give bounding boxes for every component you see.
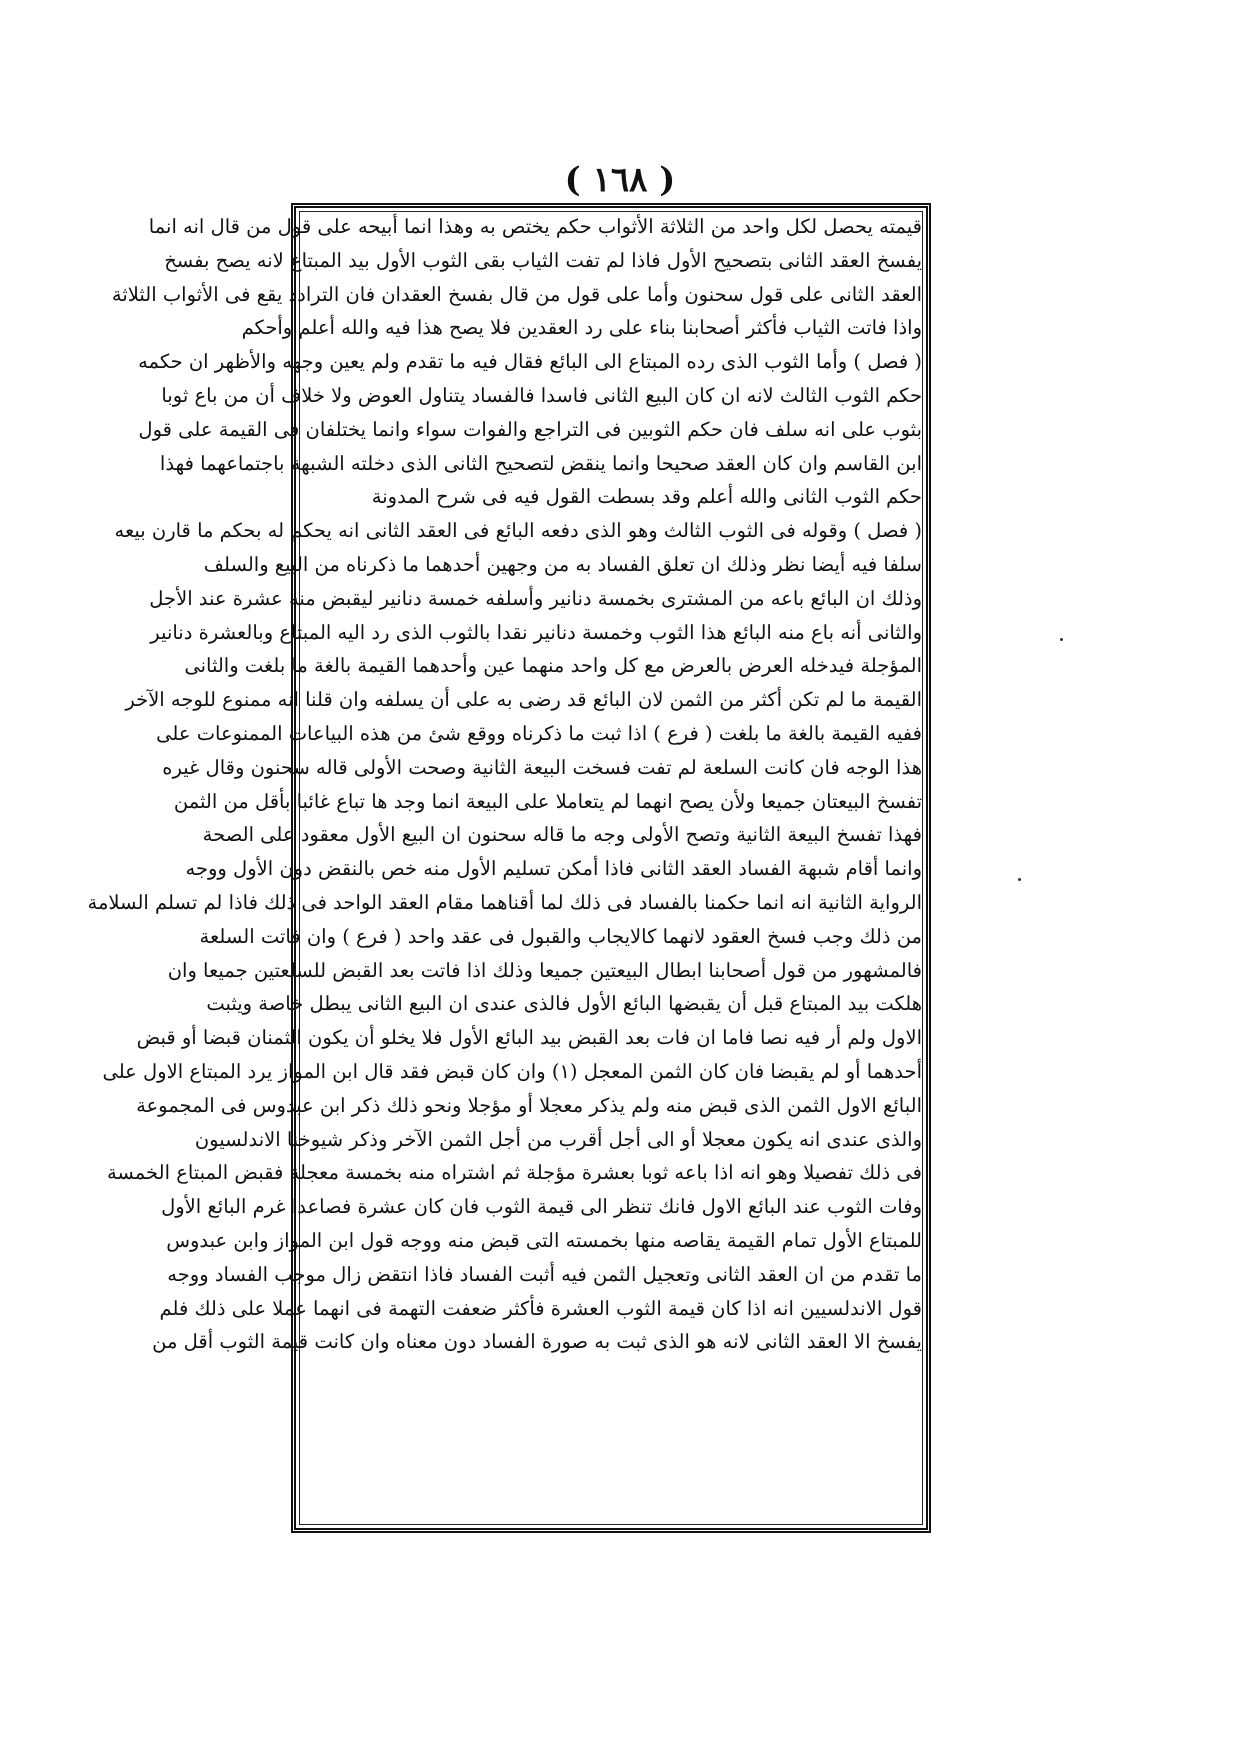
text-line-22: من ذلك وجب فسخ العقود لانهما كالايجاب والقبول فى عقد واحد ( فرع ) وان فاتت السلعة [199, 924, 922, 948]
text-line-8: ابن القاسم وان كان العقد صحيحا وانما ينقض لتصحيح الثانى الذى دخلته الشبهة باجتماعهما فهذا [159, 451, 922, 475]
text-line-3: العقد الثانى على قول سحنون وأما على قول من قال بفسخ العقدان فان الترادد يقع فى الأثواب الثلاثة [111, 282, 922, 306]
scan-speck [1060, 638, 1063, 641]
text-line-21: الرواية الثانية انه انما حكمنا بالفساد فى ذلك لما أقناهما مقام العقد الواحد فى ذلك فاذا لم تسلم السلامة [87, 890, 922, 914]
text-line-28: والذى عندى انه يكون معجلا أو الى أجل أقرب من أجل الثمن الآخر وذكر شيوخنا الاندلسيون [194, 1127, 922, 1151]
text-line-16: ففيه القيمة بالغة ما بلغت ( فرع ) اذا ثبت ما ذكرناه ووقع شئ من هذه البياعات الممنوعات على [156, 721, 922, 745]
text-line-1: قيمته يحصل لكل واحد من الثلاثة الأثواب حكم يختص به وهذا انما أبيحه على قول من قال انه انما [148, 215, 922, 238]
text-line-13: والثانى أنه باع منه البائع هذا الثوب وخمسة دنانير نقدا بالثوب الذى رد اليه المبتاع وبالعشرة دنانير [150, 620, 922, 644]
text-line-24: هلكت بيد المبتاع قبل أن يقبضها البائع الأول فالذى عندى ان البيع الثانى يبطل خاصة ويثبت [206, 992, 922, 1016]
text-line-7: بثوب على انه سلف فان حكم الثوبين فى التراجع والفوات سواء وانما يختلفان فى القيمة على قول [138, 417, 922, 441]
text-line-31: للمبتاع الأول تمام القيمة يقاصه منها بخمسته التى قبض منه ووجه قول ابن المواز وابن عبدوس [166, 1228, 922, 1252]
text-line-11: سلفا فيه أيضا نظر وذلك ان تعلق الفساد به من وجهين أحدهما ما ذكرناه من البيع والسلف [203, 552, 922, 576]
text-line-5: ( فصل ) وأما الثوب الذى رده المبتاع الى البائع فقال فيه ما تقدم ولم يعين وجهه والأظهر ان حكمه [138, 350, 922, 374]
text-line-34: يفسخ الا العقد الثانى لانه هو الذى ثبت به صورة الفساد دون معناه وان كانت قيمة الثوب أقل من [152, 1330, 922, 1354]
text-line-30: وفات الثوب عند البائع الاول فانك تنظر الى قيمة الثوب فان كان عشرة فصاعدا غرم البائع الأول [161, 1195, 922, 1219]
text-line-27: البائع الاول الثمن الذى قبض منه ولم يذكر معجلا أو مؤجلا ونحو ذلك ذكر ابن عبدوس فى المجموعة [136, 1093, 922, 1117]
text-line-2: يفسخ العقد الثانى بتصحيح الأول فاذا لم تفت الثياب بقى الثوب الأول بيد المبتاع لانه يصح بفسخ [164, 248, 922, 272]
text-line-4: واذا فاتت الثياب فأكثر أصحابنا بناء على رد العقدين فلا يصح هذا فيه والله أعلم وأحكم [241, 316, 922, 340]
text-line-39 [302, 1494, 922, 1528]
text-line-10: ( فصل ) وقوله فى الثوب الثالث وهو الذى دفعه البائع فى العقد الثانى انه يحكم له بحكم ما قارن بيعه [114, 519, 922, 543]
page-number: ( ١٦٨ ) [564, 160, 676, 200]
text-line-9: حكم الثوب الثانى والله أعلم وقد بسطت القول فيه فى شرح المدونة [371, 485, 922, 509]
text-line-15: القيمة ما لم تكن أكثر من الثمن لان البائع قد رضى به على أن يسلفه وان قلنا انه ممنوع للوجه الآخر [125, 688, 922, 712]
text-line-18: تفسخ البيعتان جميعا ولأن يصح انهما لم يتعاملا على البيعة انما وجد ها تباع غائبا بأقل من الثمن [173, 789, 922, 813]
text-line-37 [302, 1427, 922, 1461]
text-line-36 [302, 1393, 922, 1427]
scan-speck [1018, 878, 1021, 881]
text-line-14: المؤجلة فيدخله العرض بالعرض مع كل واحد منهما عين وأحدهما القيمة بالغة ما بلغت والثانى [184, 654, 922, 678]
text-line-29: فى ذلك تفصيلا وهو انه اذا باعه ثوبا بعشرة مؤجلة ثم اشتراه منه بخمسة معجلة فقبض المبتاع الخمسة [106, 1161, 922, 1185]
text-line-23: فالمشهور من قول أصحابنا ابطال البيعتين جميعا وذلك اذا فاتت بعد القبض للسلعتين جميعا وان [167, 958, 922, 982]
text-line-20: وانما أقام شبهة الفساد العقد الثانى فاذا أمكن تسليم الأول منه خص بالنقض دون الأول ووجه [185, 857, 922, 881]
text-line-26: أحدهما أو لم يقبضا فان كان الثمن المعجل (١) وان كان قبض فقد قال ابن المواز يرد المبتاع الاول على [102, 1059, 922, 1083]
text-line-35 [302, 1359, 922, 1393]
text-line-19: فهذا تفسخ البيعة الثانية وتصح الأولى وجه ما قاله سحنون ان البيع الأول معقود على الصحة [202, 823, 922, 847]
text-line-32: ما تقدم من ان العقد الثانى وتعجيل الثمن فيه أثبت الفساد فاذا انتقض زال موجب الفساد ووجه [167, 1262, 922, 1286]
text-line-17: هذا الوجه فان كانت السلعة لم تفت فسخت البيعة الثانية وصحت الأولى قاله سحنون وقال غيره [162, 755, 922, 779]
arabic-text-body [87, 210, 922, 1528]
text-line-25: الاول ولم أر فيه نصا فاما ان فات بعد القبض بيد البائع الأول فلا يخلو أن يكون الثمنان قبضا أو قبض [136, 1026, 922, 1050]
text-line-38 [302, 1460, 922, 1494]
text-line-33: قول الاندلسيين انه اذا كان قيمة الثوب العشرة فأكثر ضعفت التهمة فى انهما عملا على ذلك فلم [159, 1296, 922, 1320]
text-line-12: وذلك ان البائع باعه من المشترى بخمسة دنانير وأسلفه خمسة دنانير ليقبض منه عشرة عند الأجل [149, 586, 922, 610]
text-line-6: حكم الثوب الثالث لانه ان كان البيع الثانى فاسدا فالفساد يتناول العوض ولا خلاف أن من باع ثوبا [161, 383, 922, 407]
